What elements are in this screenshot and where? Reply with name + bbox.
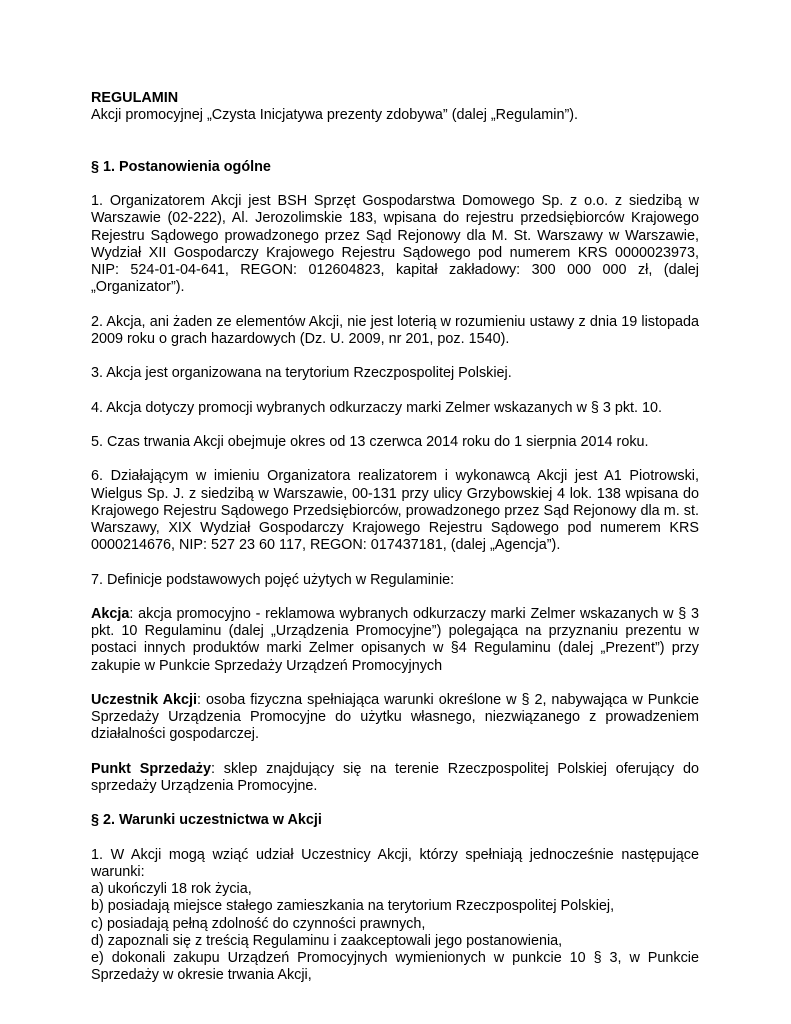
definition-term: Uczestnik Akcji: [91, 691, 198, 708]
definition-term: Punkt Sprzedaży: [91, 760, 211, 777]
section-1-paragraph-7: 7. Definicje podstawowych pojęć użytych w Regulaminie:: [91, 571, 455, 588]
condition-d: d) zapoznali się z treścią Regulaminu i zaakceptowali jego postanowienia,: [91, 932, 563, 949]
section-1-paragraph-4: 4. Akcja dotyczy promocji wybranych odkurzaczy marki Zelmer wskazanych w § 3 pkt. 10.: [91, 399, 663, 416]
section-1-paragraph-5: 5. Czas trwania Akcji obejmuje okres od 13 czerwca 2014 roku do 1 sierpnia 2014 roku.: [91, 433, 649, 450]
section-1-paragraph-1: 1. Organizatorem Akcji jest BSH Sprzęt Gospodarstwa Domowego Sp. z o.o. z siedzibą w Warszawie (02-222), Al. Jerozolimskie 183, wpisana do rejestru przedsiębiorców Krajowego Rejestru Sądowego prowadzonego przez Sąd Rejonowy dla M. St. Warszawy w Warszawie, Wydział XII Gospodarczy Krajowego Rejestru Sądowego pod numerem KRS 0000023973, NIP: 524-01-04-641, REGON: 012604823, kapitał zakładowy: 300 000 000 zł, (dalej „Organizator”).: [91, 193, 699, 296]
section-1-paragraph-2: 2. Akcja, ani żaden ze elementów Akcji, nie jest loterią w rozumieniu ustawy z dnia 19 listopada 2009 roku o grach hazardowych (Dz. U. 2009, nr 201, poz. 1540).: [91, 313, 699, 347]
section-2-heading: § 2. Warunki uczestnictwa w Akcji: [91, 812, 322, 829]
section-1-paragraph-3: 3. Akcja jest organizowana na terytorium Rzeczpospolitej Polskiej.: [91, 365, 512, 382]
definition-akcja: [91, 606, 699, 675]
condition-c: c) posiadają pełną zdolność do czynności prawnych,: [91, 915, 426, 932]
section-1-paragraph-6: 6. Działającym w imieniu Organizatora realizatorem i wykonawcą Akcji jest A1 Piotrowski, Wielgus Sp. J. z siedzibą w Warszawie, 00-131 przy ulicy Grzybowskiej 4 lok. 138 wpisana do Krajowego Rejestru Sądowego Przedsiębiorców, prowadzonego przez Sąd Rejonowy dla m. st. Warszawy, XIX Wydział Gospodarczy Krajowego Rejestru Sądowego pod numerem KRS 0000214676, NIP: 527 23 60 117, REGON: 017437181, (dalej „Agencja”).: [91, 468, 699, 554]
definition-punkt-sprzedazy: [91, 761, 699, 795]
definition-uczestnik: [91, 692, 699, 744]
document-subtitle: Akcji promocyjnej „Czysta Inicjatywa prezenty zdobywa” (dalej „Regulamin”).: [91, 107, 579, 124]
document-title: REGULAMIN: [91, 90, 179, 106]
definition-text: : sklep znajdujący się na terenie Rzeczpospolitej Polskiej oferujący do sprzedaży Urządzenia Promocyjne.: [91, 760, 699, 794]
definition-text: : osoba fizyczna spełniająca warunki określone w § 2, nabywająca w Punkcie Sprzedaży Urządzenia Promocyjne do użytku własnego, niezwiązanego z prowadzeniem działalności gospodarczej.: [91, 691, 699, 743]
section-2-paragraph-1: 1. W Akcji mogą wziąć udział Uczestnicy Akcji, którzy spełniają jednocześnie następujące warunki:: [91, 846, 699, 880]
condition-b: b) posiadają miejsce stałego zamieszkania na terytorium Rzeczpospolitej Polskiej,: [91, 898, 615, 915]
definition-term: Akcja: [91, 605, 130, 622]
definition-text: : akcja promocyjno - reklamowa wybranych odkurzaczy marki Zelmer wskazanych w § 3 pkt. 10 Regulaminu (dalej „Urządzenia Promocyjne”) polegająca na przyznaniu prezentu w postaci innych produktów marki Zelmer opisanych w §4 Regulaminu (dalej „Prezent”) przy zakupie w Punkcie Sprzedaży Urządzeń Promocyjnych: [91, 605, 699, 674]
section-1-heading: § 1. Postanowienia ogólne: [91, 158, 271, 175]
document-page: [91, 90, 699, 984]
condition-e: e) dokonali zakupu Urządzeń Promocyjnych wymienionych w punkcie 10 § 3, w Punkcie Sprzedaży w okresie trwania Akcji,: [91, 949, 699, 984]
condition-a: a) ukończyli 18 rok życia,: [91, 881, 252, 898]
